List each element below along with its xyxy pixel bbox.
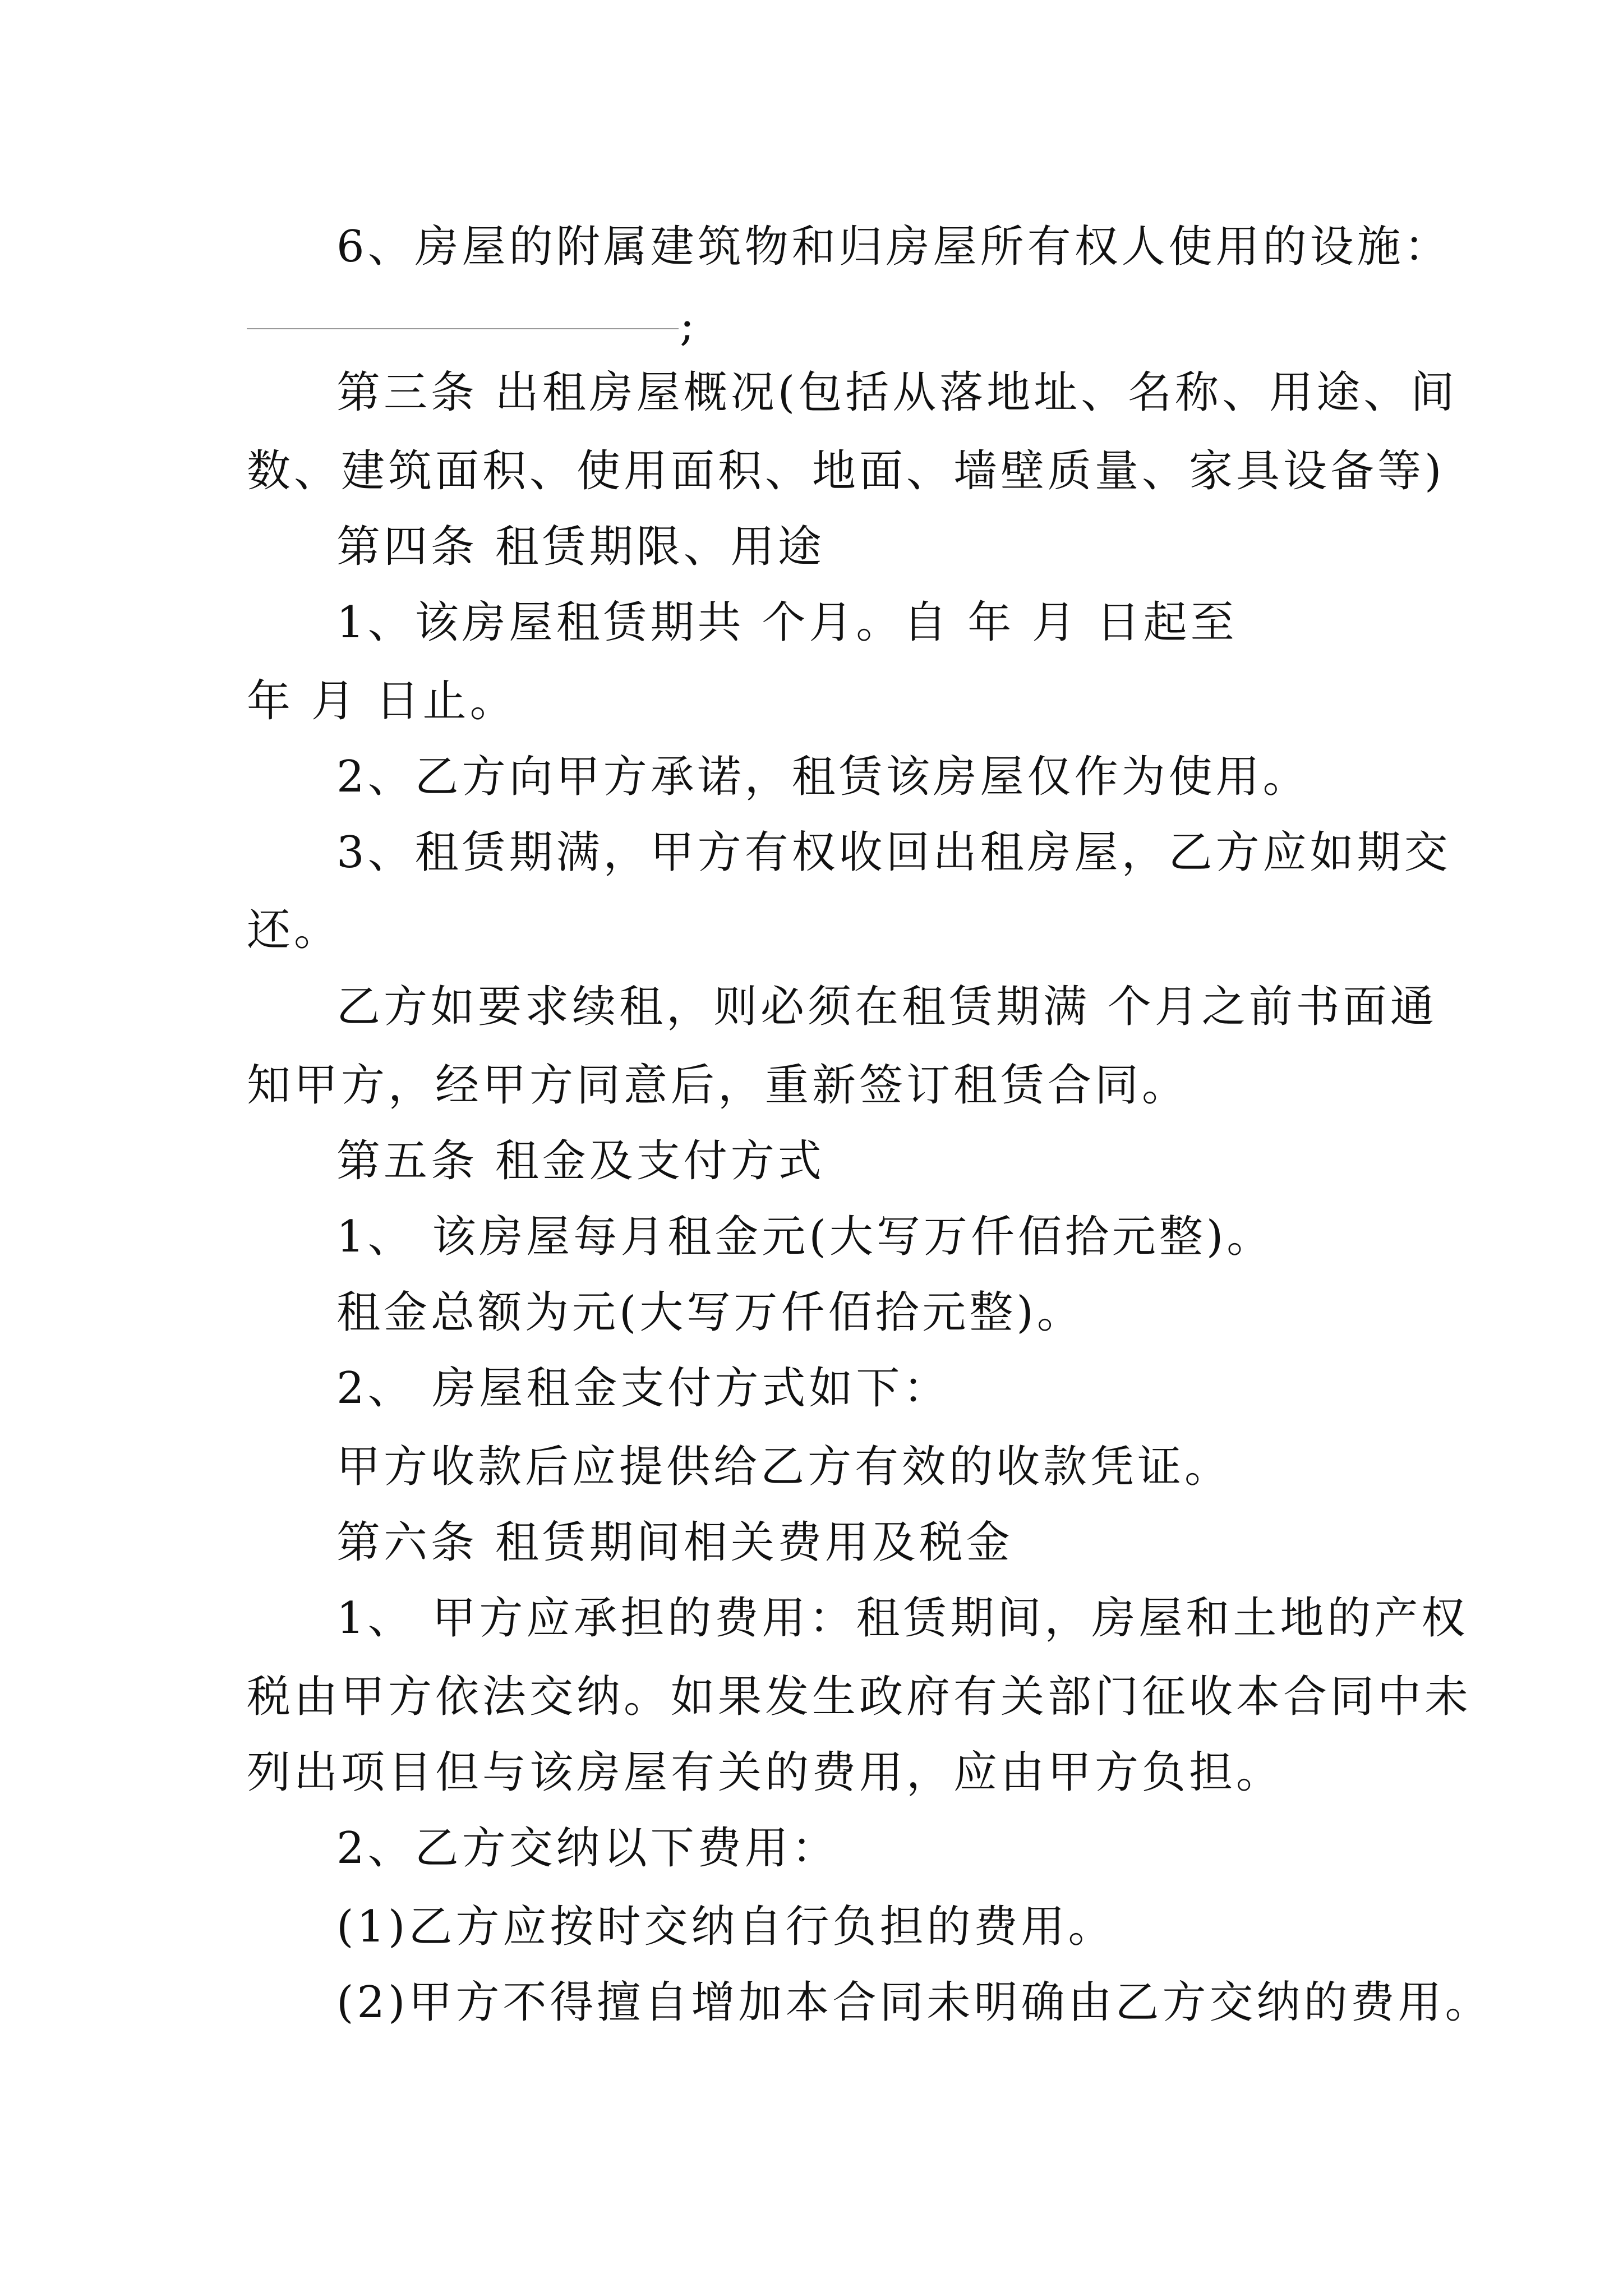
item-6-facilities: 6、房屋的附属建筑物和归房屋所有权人使用的设施： [336,222,1451,272]
article-4-item-1-line-2: 年 月 日止。 [247,676,517,726]
article-3-line-1: 第三条 出租房屋概况(包括从落地址、名称、用途、间 [336,367,1458,418]
article-5-item-1: 1、 该房屋每月租金元(大写万仟佰拾元整)。 [336,1212,1274,1262]
article-5-receipt: 甲方收款后应提供给乙方有效的收款凭证。 [336,1442,1232,1492]
renewal-line-1: 乙方如要求续租，则必须在租赁期满 个月之前书面通 [336,982,1437,1032]
article-6-sub-2: (2)甲方不得擅自增加本合同未明确由乙方交纳的费用。 [336,1977,1492,2028]
article-4-item-2: 2、乙方向甲方承诺，租赁该房屋仅作为使用。 [336,752,1310,802]
article-4-item-3-line-1: 3、租赁期满，甲方有权收回出租房屋，乙方应如期交 [336,827,1451,878]
blank-semicolon: ; [680,300,698,351]
article-6-sub-1: (1)乙方应按时交纳自行负担的费用。 [336,1902,1115,1952]
fill-in-blank-line [247,328,679,329]
article-5-heading: 第五条 租金及支付方式 [336,1136,825,1186]
article-6-item-2: 2、乙方交纳以下费用： [336,1823,839,1874]
article-4-item-1-line-1: 1、该房屋租赁期共 个月。自 年 月 日起至 [336,597,1238,648]
article-6-item-1-line-3: 列出项目但与该房屋有关的费用，应由甲方负担。 [247,1747,1284,1798]
article-6-item-1-line-1: 1、 甲方应承担的费用：租赁期间，房屋和土地的产权 [336,1593,1469,1644]
article-6-heading: 第六条 租赁期间相关费用及税金 [336,1517,1013,1568]
renewal-line-2: 知甲方，经甲方同意后，重新签订租赁合同。 [247,1060,1189,1111]
article-6-item-1-line-2: 税由甲方依法交纳。如果发生政府有关部门征收本合同中未 [247,1672,1472,1722]
article-5-item-2: 2、 房屋租金支付方式如下： [336,1363,951,1414]
article-4-heading: 第四条 租赁期限、用途 [336,522,825,572]
article-3-line-2: 数、建筑面积、使用面积、地面、墙壁质量、家具设备等) [247,446,1445,496]
article-4-item-3-line-2: 还。 [247,905,342,955]
article-5-total-rent: 租金总额为元(大写万仟佰拾元整)。 [336,1287,1084,1338]
